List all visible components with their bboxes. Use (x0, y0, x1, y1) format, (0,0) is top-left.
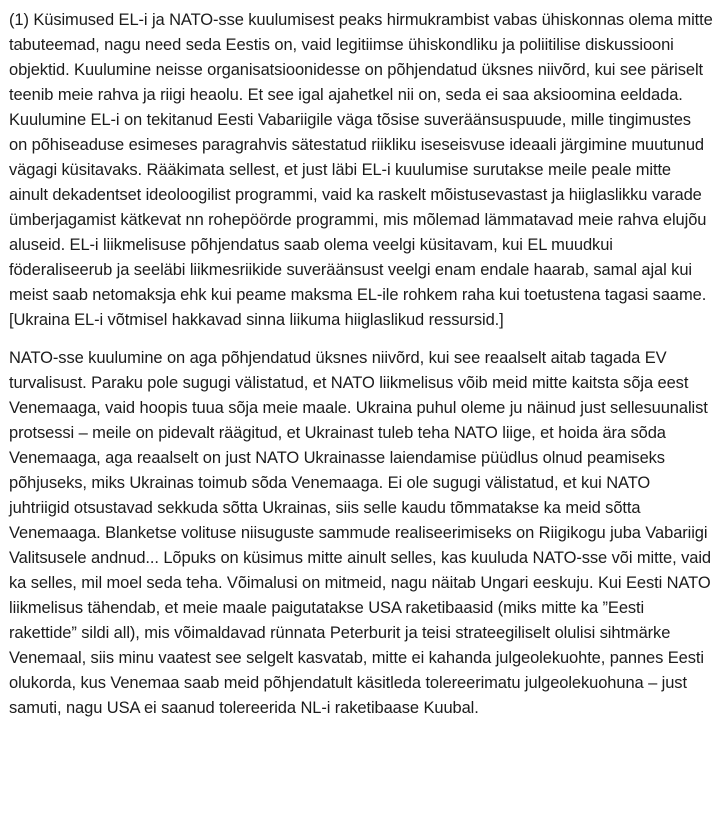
paragraph-1: (1) Küsimused EL-i ja NATO-sse kuulumisest peaks hirmukrambist vabas ühiskonnas olema mitte tabuteemad, nagu need seda Eestis on, vaid legitiimse ühiskondliku ja poliitilise diskussiooni objektid. Kuulumine neisse organisatsioonidesse on põhjendatud üksnes niivõrd, kui see päriselt teenib meie rahva ja riigi heaolu. Et see igal ajahetkel nii on, seda ei saa aksioomina eeldada. Kuulumine EL-i on tekitanud Eesti Vabariigile väga tõsise suveräänsuspuude, mille tingimustes on põhiseaduse esimeses paragrahvis sätestatud riikliku iseseisvuse ideaali järgimine muutunud vägagi küsitavaks. Rääkimata sellest, et just läbi EL-i kuulumise surutakse meile peale mitte ainult dekadentset ideoloogilist programmi, vaid ka raskelt mõistusevastast ja hiiglaslikku varade ümberjagamist kätkevat nn rohepöörde programmi, mis mõlemad lämmatavad meie rahva elujõu aluseid. EL-i liikmelisuse põhjendatus saab olema veelgi küsitavam, kui EL muudkui föderaliseerub ja seeläbi liikmesriikide suveräänsust veelgi enam endale haarab, samal ajal kui meist saab netomaksja ehk kui peame maksma EL-ile rohkem raha kui toetustena tagasi saame. [Ukraina EL-i võtmisel hakkavad sinna liikuma hiiglaslikud ressursid.] (9, 11, 713, 329)
text-body (9, 8, 713, 721)
paragraph-2: NATO-sse kuulumine on aga põhjendatud üksnes niivõrd, kui see reaalselt aitab tagada EV turvalisust. Paraku pole sugugi välistatud, et NATO liikmelisus võib meid mitte kaitsta sõja eest Venemaaga, vaid hoopis tuua sõja meie maale. Ukraina puhul oleme ju näinud just sellesuunalist protsessi – meile on pidevalt räägitud, et Ukrainast tuleb teha NATO liige, et hoida ära sõda Venemaaga, aga reaalselt on just NATO Ukrainasse laiendamise püüdlus olnud peamiseks põhjuseks, miks Ukrainas toimub sõda Venemaaga. Ei ole sugugi välistatud, et kui NATO juhtriigid otsustavad sekkuda sõtta Ukrainas, siis selle kaudu tõmmatakse ka meid sõtta Venemaaga. Blanketse volituse niisuguste sammude realiseerimiseks on Riigikogu juba Vabariigi Valitsusele andnud... Lõpuks on küsimus mitte ainult selles, kas kuuluda NATO-sse või mitte, vaid ka selles, mil moel seda teha. Võimalusi on mitmeid, nagu näitab Ungari eeskuju. Kui Eesti NATO liikmelisus tähendab, et meie maale paigutatakse USA raketibaasid (miks mitte ka ”Eesti rakettide” sildi all), mis võimaldavad rünnata Peterburit ja teisi strateegiliselt olulisi sihtmärke Venemaal, siis minu vaatest see selgelt kasvatab, mitte ei kahanda julgeolekuohte, pannes Eesti olukorda, kus Venemaa saab meid põhjendatult käsitleda tolereerimatu julgeolekuohuna – just samuti, nagu USA ei saanud tolereerida NL-i raketibaase Kuubal. (9, 349, 711, 717)
